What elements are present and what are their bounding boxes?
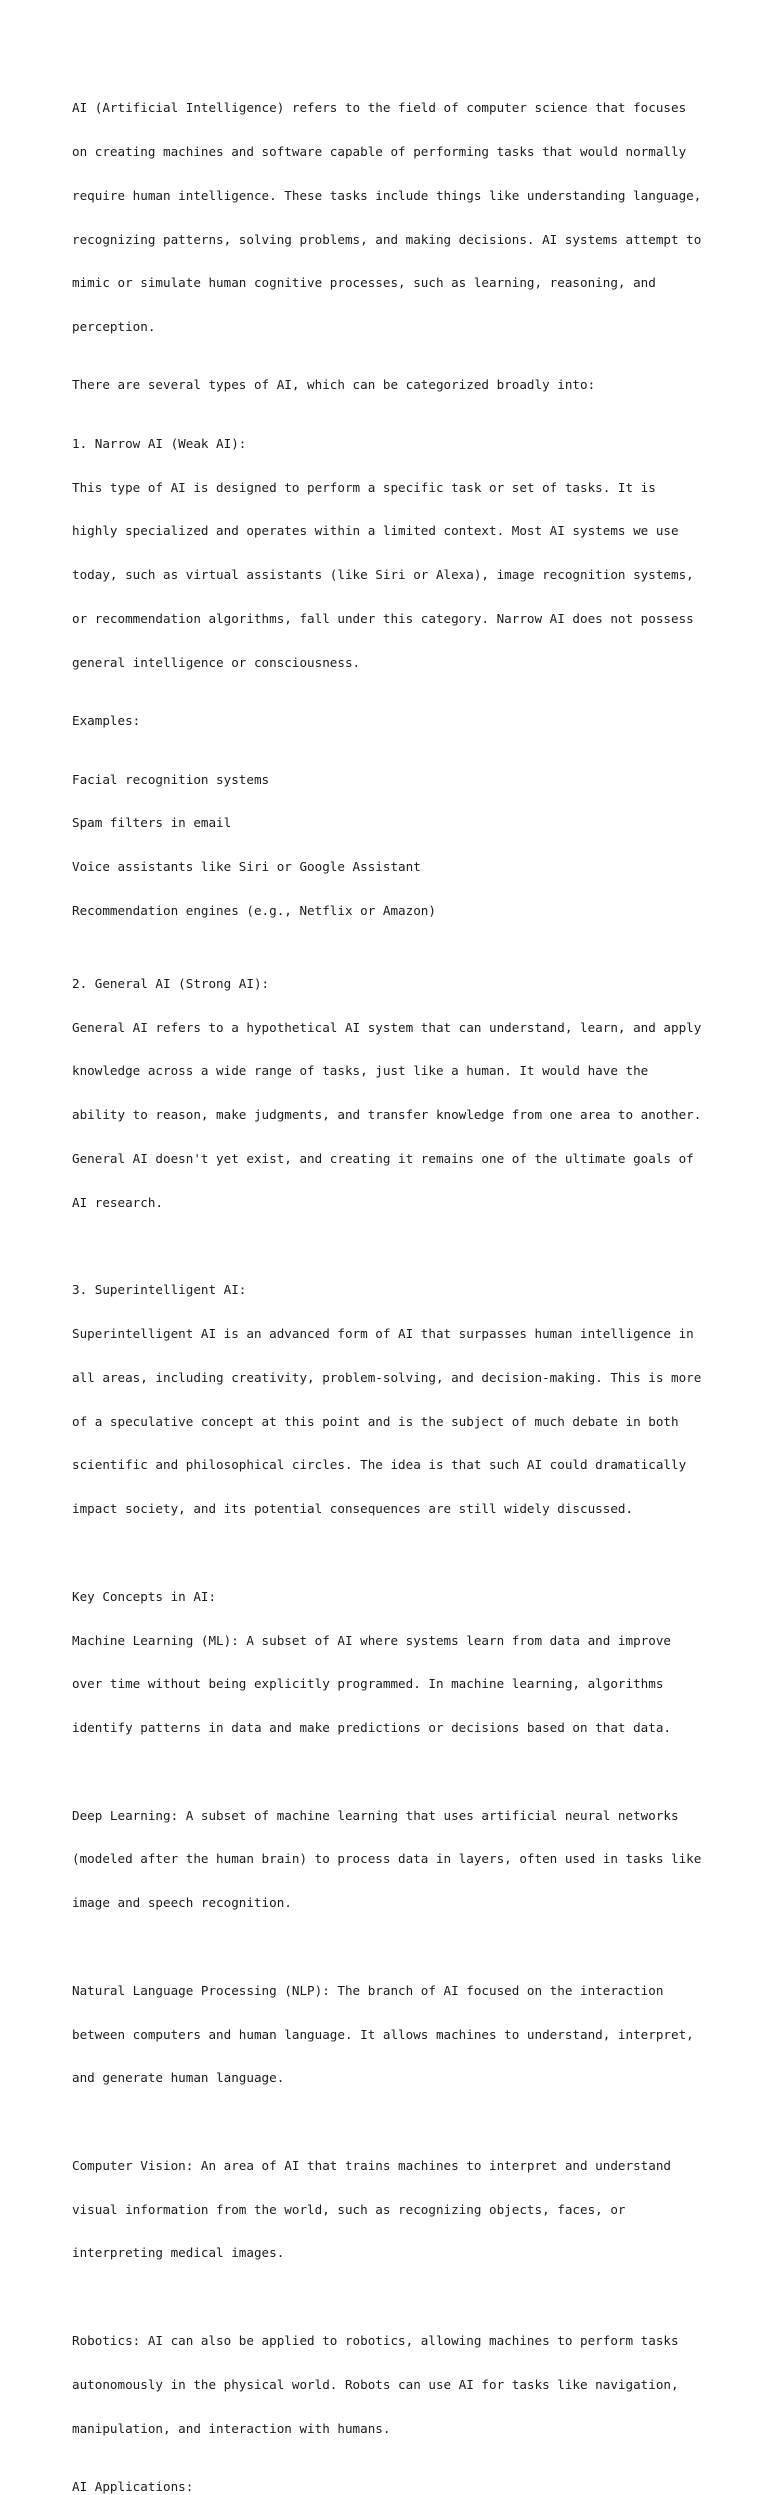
text-line: ability to reason, make judgments, and transfer knowledge from one area to another. xyxy=(72,1107,702,1123)
text-line: scientific and philosophical circles. The idea is that such AI could dramatically xyxy=(72,1457,687,1473)
narrow-ai-section xyxy=(72,408,712,700)
text-line: autonomously in the physical world. Robots can use AI for tasks like navigation, xyxy=(72,2376,679,2392)
deep-learning-paragraph xyxy=(72,1779,712,1940)
text-line: all areas, including creativity, problem-solving, and decision-making. This is more xyxy=(72,1369,702,1385)
text-line: This type of AI is designed to perform a specific task or set of tasks. It is xyxy=(72,479,656,495)
text-line: Natural Language Processing (NLP): The branch of AI focused on the interaction xyxy=(72,1982,664,1998)
key-concepts-ml xyxy=(72,1561,712,1765)
section-heading: 3. Superintelligent AI: xyxy=(72,1282,247,1298)
intro-paragraph xyxy=(72,72,712,364)
text-line: AI (Artificial Intelligence) refers to the field of computer science that focuses xyxy=(72,100,687,116)
text-line: Machine Learning (ML): A subset of AI where systems learn from data and improve xyxy=(72,1632,671,1648)
text-line: Superintelligent AI is an advanced form of AI that surpasses human intelligence in xyxy=(72,1326,694,1342)
text-line: mimic or simulate human cognitive processes, such as learning, reasoning, and xyxy=(72,275,656,291)
text-line: visual information from the world, such as recognizing objects, faces, or xyxy=(72,2201,626,2217)
computer-vision-paragraph xyxy=(72,2130,712,2291)
examples-label: Examples: xyxy=(72,713,141,729)
list-item: Recommendation engines (e.g., Netflix or Amazon) xyxy=(72,902,436,918)
list-item: Voice assistants like Siri or Google Assistant xyxy=(72,859,421,875)
nlp-paragraph xyxy=(72,1955,712,2116)
text-line: interpreting medical images. xyxy=(72,2245,285,2261)
ai-applications-heading: AI Applications: xyxy=(72,2478,194,2494)
text-line: knowledge across a wide range of tasks, just like a human. It would have the xyxy=(72,1063,649,1079)
text-line: of a speculative concept at this point and is the subject of much debate in both xyxy=(72,1413,679,1429)
section-heading: 1. Narrow AI (Weak AI): xyxy=(72,435,247,451)
text-line: impact society, and its potential consequences are still widely discussed. xyxy=(72,1501,634,1517)
text-line: general intelligence or consciousness. xyxy=(72,654,361,670)
document-page xyxy=(72,72,712,2495)
text-line: Robotics: AI can also be applied to robotics, allowing machines to perform tasks xyxy=(72,2333,679,2349)
superintelligent-ai-section xyxy=(72,1254,712,1546)
text-line: require human intelligence. These tasks include things like understanding language, xyxy=(72,187,702,203)
robotics-paragraph xyxy=(72,2305,712,2466)
text-line: (modeled after the human brain) to process data in layers, often used in tasks like xyxy=(72,1851,702,1867)
list-item: Facial recognition systems xyxy=(72,771,270,787)
list-item: Spam filters in email xyxy=(72,815,232,831)
text-line: General AI doesn't yet exist, and creating it remains one of the ultimate goals of xyxy=(72,1150,694,1166)
text-line: highly specialized and operates within a limited context. Most AI systems we use xyxy=(72,523,679,539)
text-line: today, such as virtual assistants (like Siri or Alexa), image recognition systems, xyxy=(72,567,694,583)
text-line: over time without being explicitly programmed. In machine learning, algorithms xyxy=(72,1676,664,1692)
text-line: recognizing patterns, solving problems, and making decisions. AI systems attempt to xyxy=(72,231,702,247)
section-heading: Key Concepts in AI: xyxy=(72,1588,217,1604)
text-line: AI research. xyxy=(72,1194,163,1210)
text-line: identify patterns in data and make predictions or decisions based on that data. xyxy=(72,1720,671,1736)
text-line: or recommendation algorithms, fall under this category. Narrow AI does not possess xyxy=(72,610,694,626)
section-heading: 2. General AI (Strong AI): xyxy=(72,975,270,991)
text-line: on creating machines and software capable of performing tasks that would normally xyxy=(72,143,687,159)
examples-list xyxy=(72,743,712,947)
text-line: between computers and human language. It allows machines to understand, interpret, xyxy=(72,2026,694,2042)
text-line: image and speech recognition. xyxy=(72,1895,292,1911)
text-line: perception. xyxy=(72,319,156,335)
types-intro: There are several types of AI, which can be categorized broadly into: xyxy=(72,377,596,393)
text-line: Computer Vision: An area of AI that trains machines to interpret and understand xyxy=(72,2157,671,2173)
text-line: and generate human language. xyxy=(72,2070,285,2086)
text-line: Deep Learning: A subset of machine learning that uses artificial neural networks xyxy=(72,1807,679,1823)
general-ai-section xyxy=(72,948,712,1240)
text-line: manipulation, and interaction with humans. xyxy=(72,2420,391,2436)
text-line: General AI refers to a hypothetical AI system that can understand, learn, and apply xyxy=(72,1019,702,1035)
